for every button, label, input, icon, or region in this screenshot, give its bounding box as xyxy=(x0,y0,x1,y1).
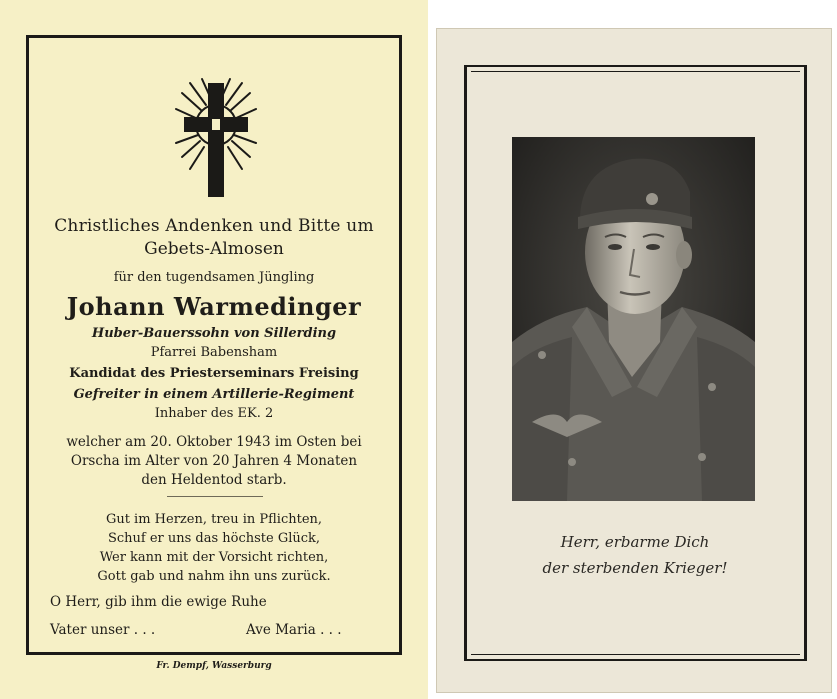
death-line-1: welcher am 20. Oktober 1943 im Osten bei xyxy=(66,434,362,450)
memorial-card-back xyxy=(436,28,832,693)
printer-imprint: Fr. Dempf, Wasserburg xyxy=(156,661,272,671)
poem-line: Gott gab und nahm ihn uns zurück. xyxy=(97,569,331,584)
poem-line: Schuf er uns das höchste Glück, xyxy=(107,531,321,546)
decoration-text: Inhaber des EK. 2 xyxy=(154,406,274,421)
caption-line-2: der sterbenden Krieger! xyxy=(542,559,728,577)
deceased-name: Johann Warmedinger xyxy=(66,292,362,321)
parish-text: Pfarrei Babensham xyxy=(150,345,278,360)
death-line-2: Orscha im Alter von 20 Jahren 4 Monaten xyxy=(70,453,358,469)
caption-line-1: Herr, erbarme Dich xyxy=(560,533,710,551)
cross-with-rays-icon xyxy=(168,73,264,201)
rank-text: Gefreiter in einem Artillerie-Regiment xyxy=(73,387,355,402)
intro-text: für den tugendsamen Jüngling xyxy=(113,270,315,285)
divider-rule xyxy=(167,496,263,497)
heading-line-1: Christliches Andenken und Bitte um xyxy=(54,216,374,236)
poem-line: Wer kann mit der Vorsicht richten, xyxy=(99,550,329,565)
vater-unser-text: Vater unser . . . xyxy=(50,622,156,638)
origin-text: Huber-Bauerssohn von Sillerding xyxy=(91,326,337,341)
death-line-3: den Heldentod starb. xyxy=(141,472,287,488)
soldier-portrait-photo xyxy=(512,137,755,501)
poem-line: Gut im Herzen, treu in Pflichten, xyxy=(105,512,323,527)
prayer-text: O Herr, gib ihm die ewige Ruhe xyxy=(50,594,267,610)
ave-maria-text: Ave Maria . . . xyxy=(246,622,342,638)
heading-line-2: Gebets-Almosen xyxy=(144,239,284,259)
candidate-text: Kandidat des Priesterseminars Freising xyxy=(69,366,359,381)
